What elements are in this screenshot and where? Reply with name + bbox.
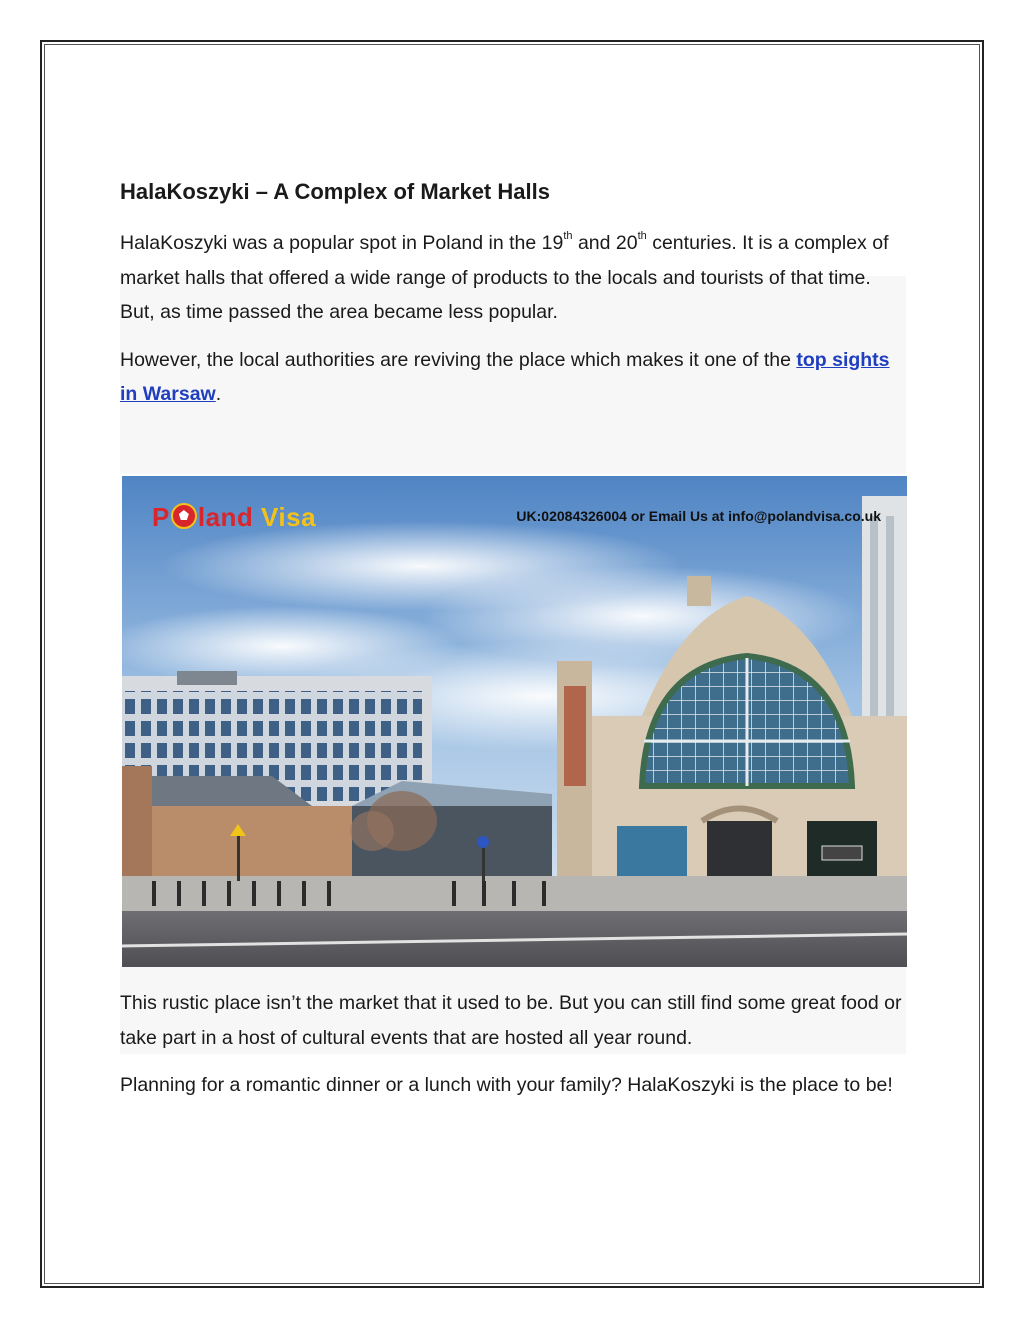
intro-text-3: centuries. It is a complex of market halls that offered a wide range of products to the locals and tourists of that time. But, as time passed the area became less popular. [120,232,889,323]
poland-visa-logo [152,502,316,533]
revival-text: However, the local authorities are reviving the place which makes it one of the [120,348,797,371]
eagle-emblem-icon [171,503,197,529]
intro-text-2: and 20 [572,232,638,254]
brand-poland-p: P [152,502,170,532]
revival-end: . [215,383,222,405]
intro-paragraph [120,226,910,330]
closing-paragraph: Planning for a romantic dinner or a lunch with your family? HalaKoszyki is the place to be! [120,1074,893,1096]
brand-poland-rest: land [197,502,254,532]
ordinal-suffix: th [563,229,573,242]
revival-paragraph [120,343,910,412]
ordinal-suffix: th [637,229,647,242]
article-title: HalaKoszyki – A Complex of Market Halls [120,179,550,204]
top-sights-link[interactable]: top sights in Warsaw [120,348,890,405]
contact-banner: UK:02084326004 or Email Us at info@polandvisa.co.uk [516,508,881,524]
article-body [120,174,910,412]
rustic-paragraph: This rustic place isn’t the market that it used to be. But you can still find some great food or take part in a host of cultural events that are hosted all year round. [120,992,902,1049]
photo-illustration [122,476,907,967]
article-body-continued [120,986,910,1103]
intro-text-1: HalaKoszyki was a popular spot in Poland in the 19 [120,232,564,254]
brand-visa: Visa [261,502,317,532]
market-hall-photo [122,476,907,967]
